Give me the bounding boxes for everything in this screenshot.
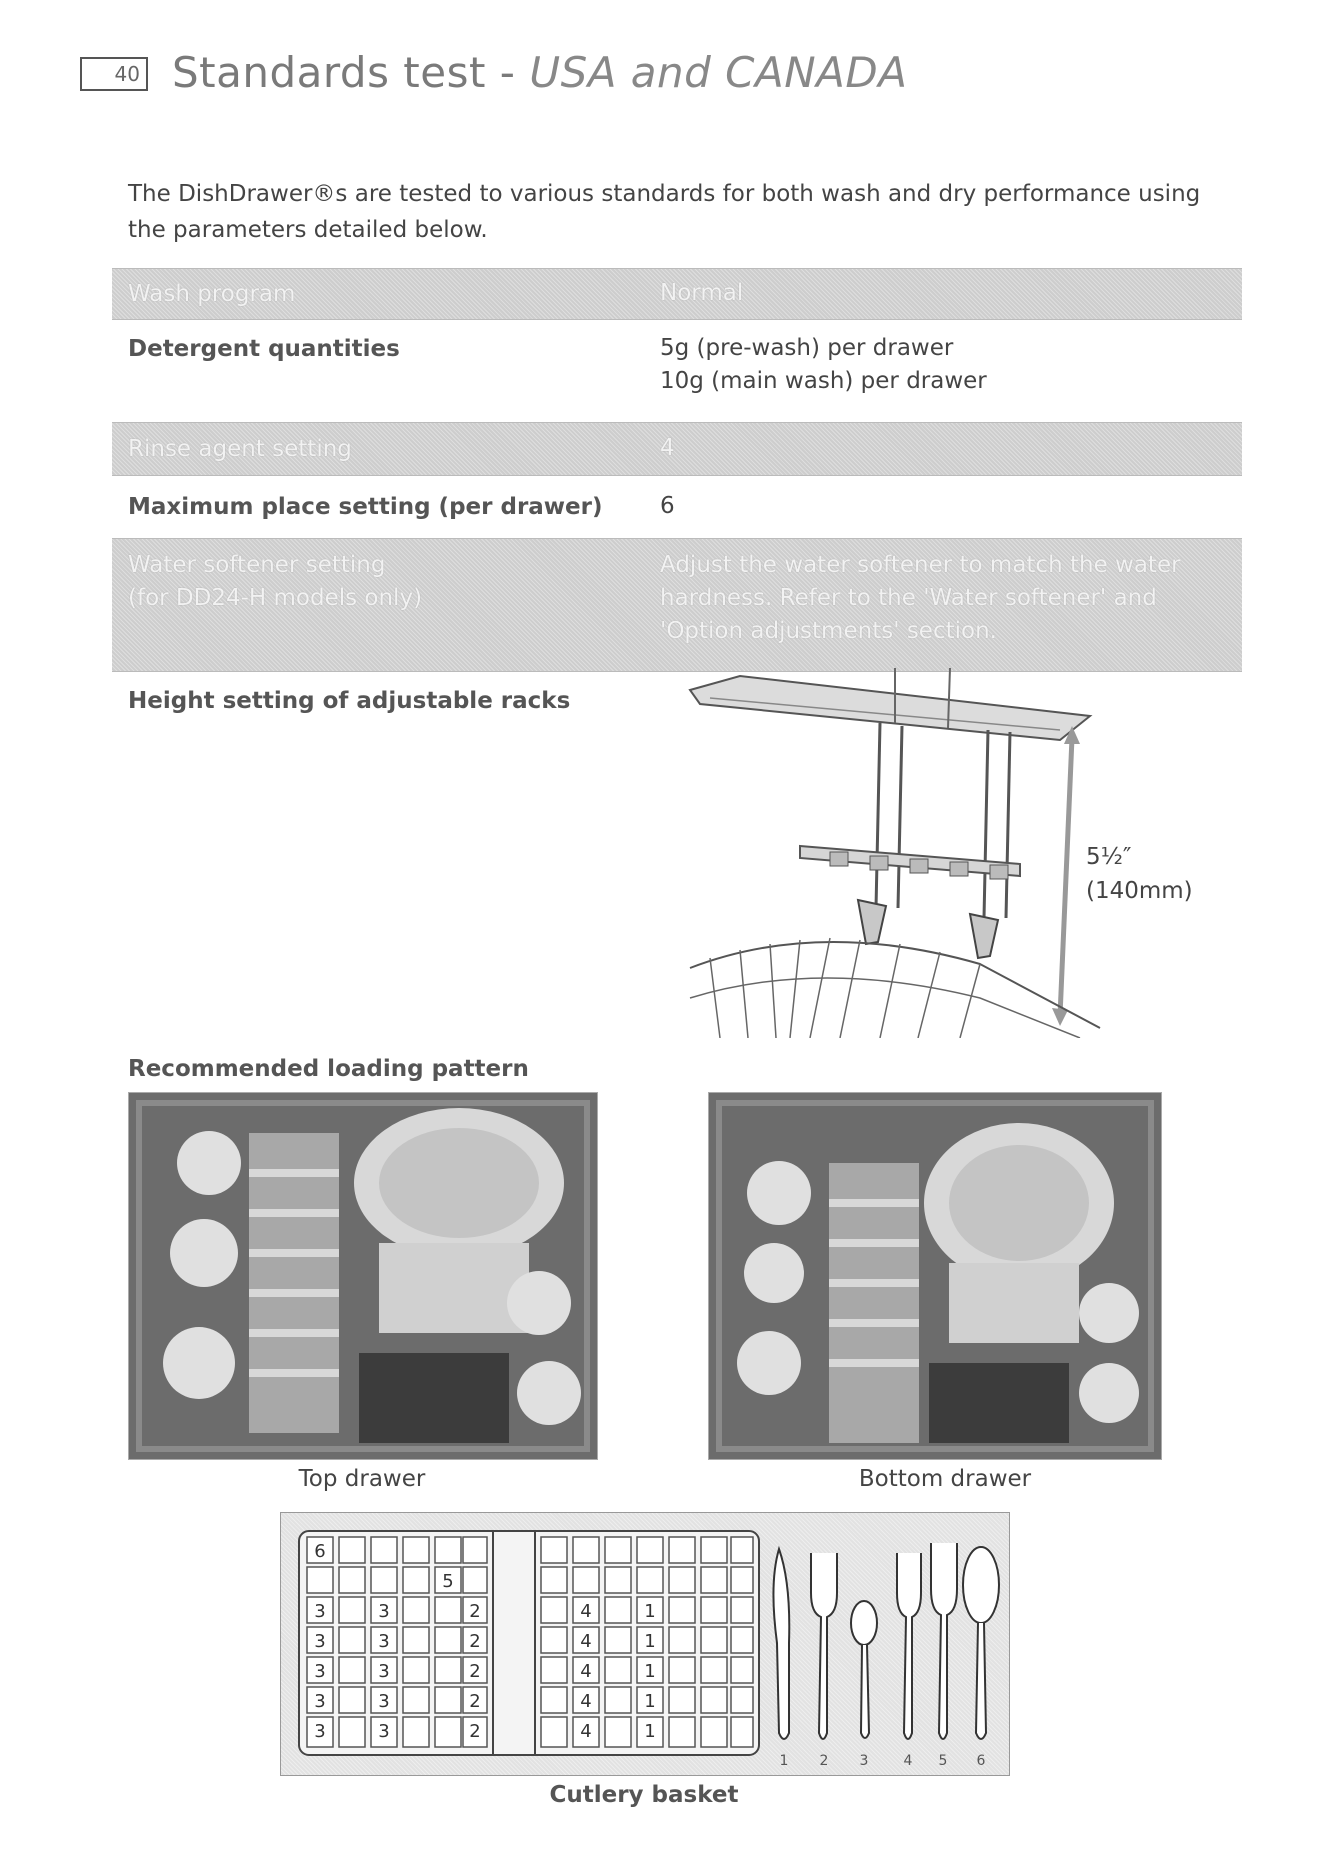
title-main: Standards test - [172,48,530,97]
slot-label-2: 2 [469,1691,481,1712]
slot-label-4: 4 [580,1721,592,1742]
measure-mm: (140mm) [1086,878,1193,904]
row-label: Rinse agent setting [128,436,352,462]
slot-label-3: 3 [378,1691,390,1712]
slot-label-1: 1 [644,1691,656,1712]
slot-label-2: 2 [469,1631,481,1652]
row-label [128,549,422,615]
slot-label-1: 1 [644,1661,656,1682]
fork-icon [811,1553,837,1739]
value-line: 'Option adjustments' section. [660,618,997,644]
slot-label-3: 3 [378,1661,390,1682]
slot-label-1: 1 [644,1631,656,1652]
slot-label-4: 4 [580,1661,592,1682]
row-detergent [112,330,1242,408]
value-line: Adjust the water softener to match the water [660,552,1181,578]
cutlery-basket-diagram [281,1513,1009,1775]
top-drawer-photo [128,1092,598,1460]
slot-label-3: 3 [314,1631,326,1652]
row-value: 6 [660,493,675,519]
utensil-number: 1 [779,1753,789,1769]
slot-label-3: 3 [378,1721,390,1742]
row-rinse-agent [112,422,1242,476]
row-label: Detergent quantities [128,336,400,362]
row-value: 4 [660,435,675,461]
slot-label-6: 6 [314,1541,326,1562]
row-value: Normal [660,280,744,306]
slot-label-3: 3 [314,1691,326,1712]
slot-label-2: 2 [469,1721,481,1742]
loading-pattern-label: Recommended loading pattern [128,1056,529,1082]
rack-height-label: Height setting of adjustable racks [128,688,571,714]
row-wash-program [112,268,1242,320]
knife-icon [773,1549,789,1739]
row-label: Maximum place setting (per drawer) [128,494,603,520]
slot-label-5: 5 [442,1571,454,1592]
row-value [660,549,1181,648]
row-max-place-setting [112,486,1242,530]
slot-label-3: 3 [314,1721,326,1742]
utensil-number: 6 [976,1753,986,1769]
utensil-number: 3 [859,1753,869,1769]
cutlery-basket-caption: Cutlery basket [549,1782,739,1808]
page-number: 40 [80,57,148,91]
label-line: (for DD24-H models only) [128,585,423,611]
slot-label-3: 3 [314,1601,326,1622]
teaspoon-icon [851,1601,877,1645]
value-line: hardness. Refer to the 'Water softener' and [660,585,1157,611]
value-line: 5g (pre-wash) per drawer [660,335,954,361]
slot-label-4: 4 [580,1631,592,1652]
row-label: Wash program [128,281,296,307]
intro-paragraph: The DishDrawer®s are tested to various standards for both wash and dry performance using the parameters detailed below. [128,181,1201,243]
row-water-softener [112,538,1242,672]
measure-inches: 5½″ [1086,844,1132,870]
slot-label-1: 1 [644,1721,656,1742]
slot-label-2: 2 [469,1601,481,1622]
dessert-fork-icon [897,1553,921,1739]
value-line: 10g (main wash) per drawer [660,368,987,394]
title-subtitle: USA and CANADA [529,48,908,97]
utensil-number: 4 [903,1753,913,1769]
bottom-drawer-caption: Bottom drawer [858,1466,1032,1492]
utensil-number: 2 [819,1753,829,1769]
slot-label-2: 2 [469,1661,481,1682]
row-value [660,332,987,398]
slot-label-3: 3 [378,1601,390,1622]
utensil-number: 5 [938,1753,948,1769]
cutlery-basket-panel [280,1512,1010,1776]
dinner-fork-icon [931,1543,957,1739]
slot-label-3: 3 [378,1631,390,1652]
top-drawer-caption: Top drawer [298,1466,426,1492]
label-line: Water softener setting [128,552,386,578]
rack-height-measure [1086,840,1193,908]
bottom-drawer-photo [708,1092,1162,1460]
slot-label-4: 4 [580,1691,592,1712]
page-title [172,48,907,97]
soup-spoon-icon [963,1547,999,1623]
slot-label-1: 1 [644,1601,656,1622]
slot-label-4: 4 [580,1601,592,1622]
slot-label-3: 3 [314,1661,326,1682]
